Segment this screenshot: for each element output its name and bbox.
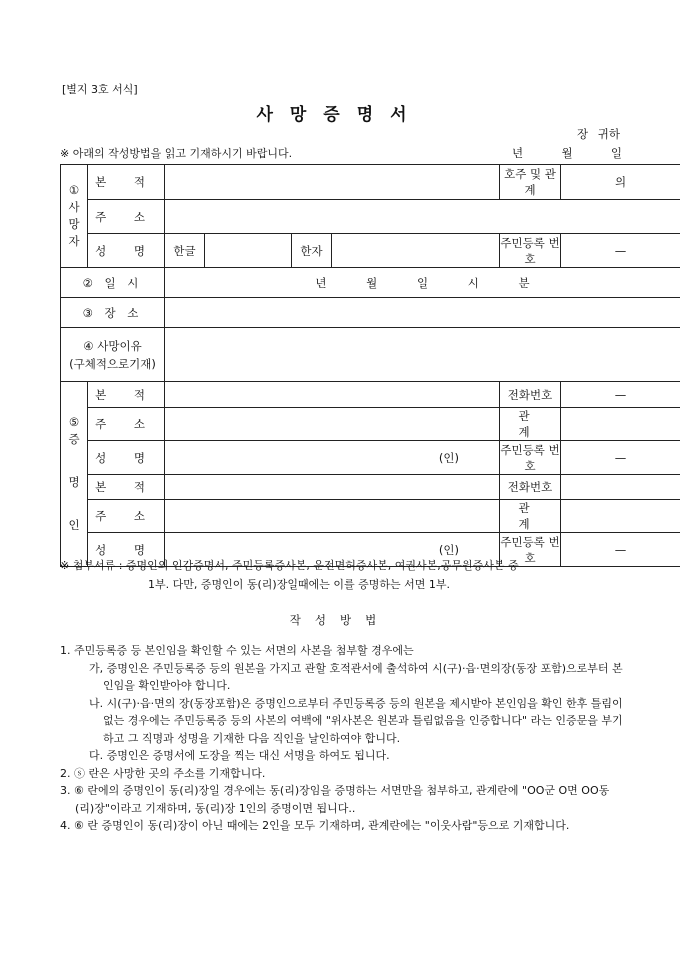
witness1-domicile-label: 본 적: [88, 382, 165, 408]
deceased-domicile-label: 본 적: [88, 165, 165, 200]
date-day: 일: [610, 146, 622, 160]
deceased-reg-no-label: 주민등록 번 호: [500, 235, 560, 266]
document-title: 사망증명서: [256, 105, 424, 125]
witness2-name-label: 성 명: [88, 533, 165, 567]
witness1-name-field[interactable]: [165, 441, 500, 475]
method-item: 3. ⑥ 란에의 증명인이 동(리)장일 경우에는 동(리)장임을 증명하는 서면만을 첨부하고, 관계란에 "OO군 O면 OO동(리)장"이라고 기재하며, 동(리)장 1인의 증명이면 됩니다..: [60, 784, 610, 815]
date-line: [512, 145, 622, 161]
witness2-relation-field[interactable]: [561, 500, 680, 533]
method-item: 가, 증명인은 주민등록증 등의 원본을 가지고 관할 호적관서에 출석하여 시(구)·읍·면의장(동장 포함)으로부터 본인임을 확인받아야 합니다.: [89, 661, 623, 692]
death-certificate-form: [60, 164, 680, 567]
cause-label: [61, 328, 165, 382]
instruction-notice: ※ 아래의 작성방법을 읽고 기재하시기 바랍니다.: [60, 147, 293, 160]
cause-label-main: ④ 사망이유: [83, 338, 142, 353]
deceased-address-field[interactable]: [165, 200, 680, 234]
hangul-label: 한글: [165, 234, 205, 268]
method-item: 4. ⑥ 란 증명인이 동(리)장이 아닌 때에는 2인을 모두 기재하며, 관계란에는 "이웃사람"등으로 기재합니다.: [60, 819, 570, 832]
deceased-side-char: 사: [68, 200, 80, 214]
witness1-reg-no-label: 주민등록 번 호: [500, 442, 560, 473]
date-month: 월: [561, 146, 573, 160]
witness1-address-field[interactable]: [165, 408, 500, 441]
witness-side-label: [61, 382, 88, 567]
witness2-address-label: 주 소: [88, 500, 165, 533]
witness2-address-field[interactable]: [165, 500, 500, 533]
witness2-domicile-field[interactable]: [165, 475, 500, 500]
hanja-label: 한자: [292, 234, 332, 268]
unit-minute: 분: [518, 275, 530, 290]
witness2-relation-label: 관 계: [500, 500, 561, 533]
attachment-line-2: 1부. 다만, 증명인이 동(리)장일때에는 이를 증명하는 서면 1부.: [148, 578, 450, 591]
attachment-line-1: ※ 첨부서류 : 증명인의 인감증명서, 주민등록증사본, 운전면허증사본, 여권사본,공무원증사본 중: [60, 559, 519, 572]
witness2-phone-label: 전화번호: [500, 475, 561, 500]
witness-side-char: 증: [68, 432, 80, 446]
deceased-side-label: [61, 165, 88, 268]
witness-side-char: 인: [68, 518, 80, 532]
date-year: 년: [512, 146, 524, 160]
witness-side-char: 명: [68, 475, 80, 489]
method-title: 작성방법: [289, 613, 391, 627]
cause-label-sub: (구체적으로기재): [69, 356, 156, 371]
witness-side-number: ⑤: [68, 415, 80, 429]
witness1-name-label: 성 명: [88, 441, 165, 475]
deceased-relation-field[interactable]: 의: [561, 165, 680, 200]
unit-hour: 시: [467, 275, 479, 290]
witness1-relation-label: 관 계: [500, 408, 561, 441]
deceased-relation-label: 호주 및 관 계: [500, 165, 561, 200]
death-cause-field[interactable]: [165, 328, 680, 382]
witness2-domicile-label: 본 적: [88, 475, 165, 500]
witness1-phone-label: 전화번호: [500, 382, 561, 408]
seal-mark: (인): [438, 450, 459, 465]
recipient-line: 장 귀하: [577, 127, 620, 141]
method-item: 다. 증명인은 증명서에 도장을 찍는 대신 서명을 하여도 됩니다.: [89, 749, 390, 762]
death-place-field[interactable]: [165, 298, 680, 328]
deceased-side-char: 망: [68, 217, 80, 231]
deceased-reg-no-field[interactable]: —: [561, 234, 680, 268]
witness2-phone-field[interactable]: [561, 475, 680, 500]
method-instructions: [60, 642, 625, 835]
deceased-address-label: 주 소: [88, 200, 165, 234]
attachment-note: [60, 556, 625, 594]
witness2-reg-no-label: 주민등록 번 호: [500, 534, 560, 565]
witness1-relation-field[interactable]: [561, 408, 680, 441]
seal-mark: (인): [438, 542, 459, 557]
datetime-label: ② 일 시: [61, 268, 165, 298]
deceased-name-label: 성 명: [88, 234, 165, 268]
method-item: 2. ⓢ 란은 사망한 곳의 주소를 기재합니다.: [60, 766, 266, 780]
form-number-label: [별지 3호 서식]: [62, 83, 138, 96]
witness2-reg-no-field[interactable]: —: [561, 533, 680, 567]
unit-month: 월: [366, 275, 378, 290]
deceased-side-char: 자: [68, 234, 80, 248]
witness1-phone-field[interactable]: —: [561, 382, 680, 408]
method-item: 나. 시(구)·읍·면의 장(동장포함)은 증명인으로부터 주민등록증 등의 원본을 제시받아 본인임을 확인 한후 틀림이 없는 경우에는 주민등록증 등의 사본의 여백에 "위사본은 원본과 틀림없음을 인증합니다" 라는 인증문을 부기하고 그 직명과 성명을 기재한 다음 직인을 날인하여야 합니다.: [89, 696, 623, 745]
witness1-reg-no-field[interactable]: —: [561, 441, 680, 475]
death-datetime-field[interactable]: [165, 268, 680, 298]
deceased-side-number: ①: [68, 183, 80, 197]
method-item: 1. 주민등록증 등 본인임을 확인할 수 있는 서면의 사본을 첨부할 경우에는: [60, 644, 414, 657]
witness1-domicile-field[interactable]: [165, 382, 500, 408]
place-label: ③ 장 소: [61, 298, 165, 328]
hanja-name-field[interactable]: [332, 234, 500, 268]
unit-year: 년: [315, 275, 327, 290]
unit-day: 일: [416, 275, 429, 290]
hangul-name-field[interactable]: [205, 234, 292, 268]
deceased-domicile-field[interactable]: [165, 165, 500, 200]
witness1-address-label: 주 소: [88, 408, 165, 441]
